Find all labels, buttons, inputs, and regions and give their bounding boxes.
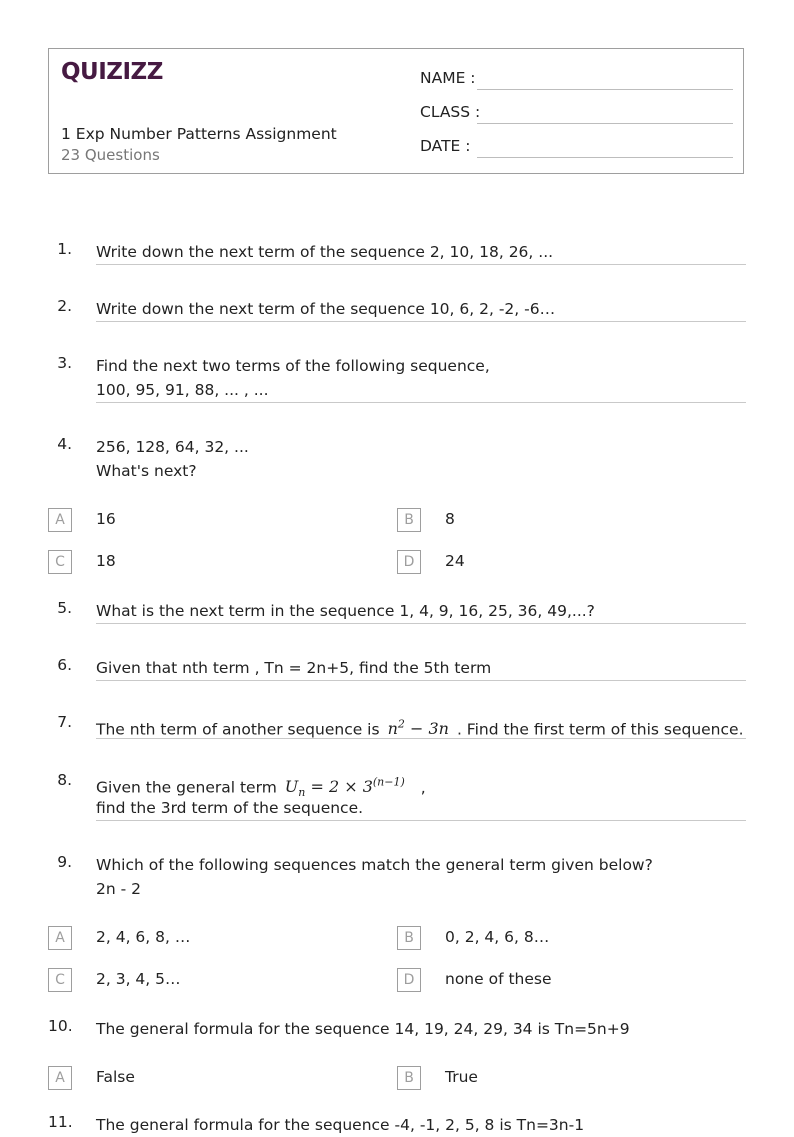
answer-line[interactable] xyxy=(96,820,746,821)
question-text: What is the next term in the sequence 1, 4, 9, 16, 25, 36, 49,...? xyxy=(96,602,595,620)
question-count: 23 Questions xyxy=(61,146,160,164)
option-text: 18 xyxy=(96,552,116,570)
math-expression: $U_n = 2 \times 3^{(n-1)}$ xyxy=(284,776,405,800)
option-letter: A xyxy=(48,1066,72,1090)
name-field[interactable] xyxy=(477,89,733,90)
answer-line[interactable] xyxy=(96,402,746,403)
question-number: 8. xyxy=(57,771,72,789)
question-number: 5. xyxy=(57,599,72,617)
question-11 xyxy=(48,1113,746,1134)
question-number: 1. xyxy=(57,240,72,258)
question-text: The general formula for the sequence 14, 19, 24, 29, 34 is Tn=5n+9 xyxy=(96,1020,630,1038)
option-letter: A xyxy=(48,926,72,950)
question-text: Write down the next term of the sequence 10, 6, 2, -2, -6… xyxy=(96,300,556,318)
question-text-after: , xyxy=(420,778,426,797)
question-text-line1: Which of the following sequences match the general term given below? xyxy=(96,856,653,874)
option-letter: A xyxy=(48,508,72,532)
option-letter: B xyxy=(397,926,421,950)
option-text: none of these xyxy=(445,970,552,988)
option-letter: C xyxy=(48,550,72,574)
question-number: 6. xyxy=(57,656,72,674)
option-text: False xyxy=(96,1068,135,1086)
math-expression: $n^2 - 3n$ xyxy=(387,718,449,739)
question-text-line2: 100, 95, 91, 88, ... , ... xyxy=(96,381,269,399)
question-text-line2: find the 3rd term of the sequence. xyxy=(96,799,364,817)
class-label: CLASS : xyxy=(420,103,481,121)
question-text: Given that nth term , Tn = 2n+5, find the 5th term xyxy=(96,659,492,677)
question-text-after: . Find the first term of this sequence. xyxy=(456,720,744,739)
date-field[interactable] xyxy=(477,157,733,158)
question-number: 7. xyxy=(57,713,72,731)
question-text-line2: 2n - 2 xyxy=(96,880,141,898)
question-number: 4. xyxy=(57,435,72,453)
question-number: 2. xyxy=(57,297,72,315)
question-text: The general formula for the sequence -4, -1, 2, 5, 8 is Tn=3n-1 xyxy=(96,1116,585,1134)
question-number: 3. xyxy=(57,354,72,372)
worksheet-title: 1 Exp Number Patterns Assignment xyxy=(61,125,337,143)
option-letter: B xyxy=(397,508,421,532)
answer-line[interactable] xyxy=(96,264,746,265)
option-letter: C xyxy=(48,968,72,992)
option-letter: D xyxy=(397,550,421,574)
worksheet-header xyxy=(48,48,744,174)
question-text-before: The nth term of another sequence is xyxy=(96,720,380,739)
answer-line[interactable] xyxy=(96,738,746,739)
option-letter: B xyxy=(397,1066,421,1090)
option-text: 2, 3, 4, 5… xyxy=(96,970,181,988)
option-letter: D xyxy=(397,968,421,992)
quizizz-logo: QUIZIZZ xyxy=(61,59,163,85)
question-number: 10. xyxy=(48,1017,73,1035)
date-label: DATE : xyxy=(420,137,471,155)
question-text-line1: Find the next two terms of the following sequence, xyxy=(96,357,490,375)
class-field[interactable] xyxy=(477,123,733,124)
question-text: Write down the next term of the sequence 2, 10, 18, 26, ... xyxy=(96,243,554,261)
question-text-line2: What's next? xyxy=(96,462,197,480)
answer-line[interactable] xyxy=(96,623,746,624)
option-text: 0, 2, 4, 6, 8… xyxy=(445,928,550,946)
question-text-line1: 256, 128, 64, 32, ... xyxy=(96,438,249,456)
question-number: 9. xyxy=(57,853,72,871)
option-text: True xyxy=(445,1068,478,1086)
question-text-before: Given the general term xyxy=(96,778,277,797)
option-text: 16 xyxy=(96,510,116,528)
answer-line[interactable] xyxy=(96,680,746,681)
option-text: 24 xyxy=(445,552,465,570)
question-number: 11. xyxy=(48,1113,73,1131)
option-text: 8 xyxy=(445,510,455,528)
name-label: NAME : xyxy=(420,69,476,87)
option-text: 2, 4, 6, 8, … xyxy=(96,928,191,946)
answer-line[interactable] xyxy=(96,321,746,322)
